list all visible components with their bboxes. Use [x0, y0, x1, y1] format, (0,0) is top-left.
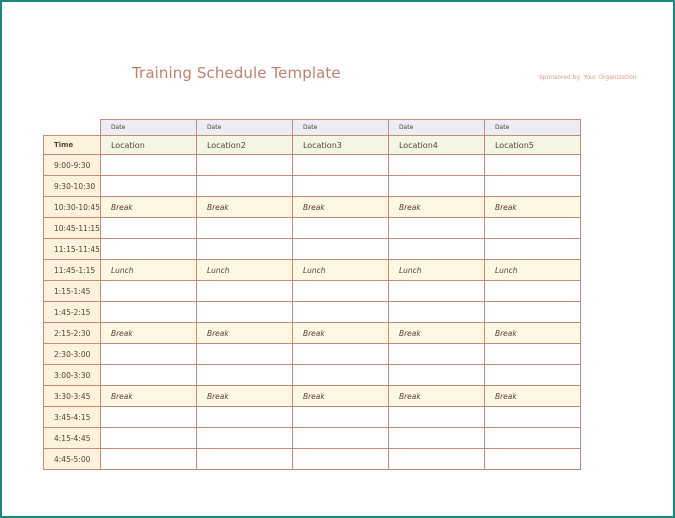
time-slot-cell: 11:15-11:45 — [44, 239, 101, 260]
schedule-cell[interactable] — [484, 449, 580, 470]
time-slot-cell: 1:15-1:45 — [44, 281, 101, 302]
table-row — [44, 302, 581, 323]
schedule-cell[interactable] — [484, 344, 580, 365]
time-slot-cell: 4:45-5:00 — [44, 449, 101, 470]
table-row — [44, 218, 581, 239]
time-slot-cell: 2:15-2:30 — [44, 323, 101, 344]
location-header-1[interactable]: Location — [100, 136, 196, 155]
schedule-cell[interactable] — [388, 407, 484, 428]
page-title: Training Schedule Template — [132, 64, 341, 82]
table-row — [44, 407, 581, 428]
schedule-cell[interactable] — [388, 281, 484, 302]
schedule-cell[interactable] — [292, 302, 388, 323]
schedule-cell[interactable] — [484, 155, 580, 176]
schedule-cell[interactable] — [292, 428, 388, 449]
event-cell[interactable]: Lunch — [292, 260, 388, 281]
location-header-4[interactable]: Location4 — [388, 136, 484, 155]
schedule-cell[interactable] — [292, 218, 388, 239]
event-cell[interactable]: Lunch — [196, 260, 292, 281]
event-cell[interactable]: Break — [292, 386, 388, 407]
table-row — [44, 449, 581, 470]
schedule-cell[interactable] — [484, 407, 580, 428]
table-row — [44, 344, 581, 365]
schedule-cell[interactable] — [100, 176, 196, 197]
schedule-cell[interactable] — [196, 218, 292, 239]
event-cell[interactable]: Break — [100, 386, 196, 407]
time-header: Time — [44, 136, 101, 155]
table-row — [44, 239, 581, 260]
schedule-cell[interactable] — [292, 239, 388, 260]
table-row — [44, 197, 581, 218]
event-cell[interactable]: Break — [388, 197, 484, 218]
location-header-3[interactable]: Location3 — [292, 136, 388, 155]
schedule-cell[interactable] — [484, 176, 580, 197]
table-row — [44, 386, 581, 407]
event-cell[interactable]: Break — [484, 197, 580, 218]
event-cell[interactable]: Break — [484, 386, 580, 407]
date-row — [44, 120, 581, 136]
location-row — [44, 136, 581, 155]
table-row — [44, 323, 581, 344]
schedule-cell[interactable] — [196, 365, 292, 386]
date-cell-5[interactable]: Date — [484, 120, 580, 136]
schedule-cell[interactable] — [388, 176, 484, 197]
sponsor-text: Sponsored by: Your Organization — [539, 74, 637, 81]
time-slot-cell: 3:30-3:45 — [44, 386, 101, 407]
event-cell[interactable]: Break — [388, 323, 484, 344]
event-cell[interactable]: Break — [100, 197, 196, 218]
time-slot-cell: 3:45-4:15 — [44, 407, 101, 428]
time-slot-cell: 3:00-3:30 — [44, 365, 101, 386]
event-cell[interactable]: Break — [292, 197, 388, 218]
event-cell[interactable]: Break — [100, 323, 196, 344]
schedule-cell[interactable] — [100, 449, 196, 470]
time-slot-cell: 10:45-11:15 — [44, 218, 101, 239]
schedule-cell[interactable] — [100, 239, 196, 260]
time-slot-cell: 2:30-3:00 — [44, 344, 101, 365]
schedule-cell[interactable] — [196, 155, 292, 176]
schedule-cell[interactable] — [484, 428, 580, 449]
schedule-cell[interactable] — [292, 281, 388, 302]
schedule-cell[interactable] — [100, 218, 196, 239]
schedule-cell[interactable] — [196, 407, 292, 428]
location-header-2[interactable]: Location2 — [196, 136, 292, 155]
table-row — [44, 365, 581, 386]
schedule-cell[interactable] — [292, 344, 388, 365]
schedule-cell[interactable] — [292, 365, 388, 386]
corner-cell — [44, 120, 101, 136]
schedule-cell[interactable] — [292, 155, 388, 176]
schedule-cell[interactable] — [388, 218, 484, 239]
time-slot-cell: 10:30-10:45 — [44, 197, 101, 218]
event-cell[interactable]: Break — [388, 386, 484, 407]
time-slot-cell: 1:45-2:15 — [44, 302, 101, 323]
schedule-cell[interactable] — [292, 449, 388, 470]
schedule-cell[interactable] — [100, 344, 196, 365]
schedule-cell[interactable] — [196, 281, 292, 302]
schedule-cell[interactable] — [388, 239, 484, 260]
schedule-cell[interactable] — [484, 218, 580, 239]
event-cell[interactable]: Break — [484, 323, 580, 344]
time-slot-cell: 9:30-10:30 — [44, 176, 101, 197]
table-row — [44, 176, 581, 197]
schedule-cell[interactable] — [484, 239, 580, 260]
schedule-cell[interactable] — [196, 239, 292, 260]
date-cell-1[interactable]: Date — [100, 120, 196, 136]
date-cell-4[interactable]: Date — [388, 120, 484, 136]
schedule-cell[interactable] — [196, 302, 292, 323]
event-cell[interactable]: Break — [196, 197, 292, 218]
schedule-cell[interactable] — [196, 176, 292, 197]
schedule-cell[interactable] — [388, 449, 484, 470]
time-slot-cell: 9:00-9:30 — [44, 155, 101, 176]
event-cell[interactable]: Break — [292, 323, 388, 344]
schedule-cell[interactable] — [100, 155, 196, 176]
table-row — [44, 260, 581, 281]
event-cell[interactable]: Lunch — [100, 260, 196, 281]
event-cell[interactable]: Break — [196, 386, 292, 407]
date-cell-3[interactable]: Date — [292, 120, 388, 136]
event-cell[interactable]: Break — [196, 323, 292, 344]
event-cell[interactable]: Lunch — [388, 260, 484, 281]
schedule-cell[interactable] — [388, 428, 484, 449]
schedule-cell[interactable] — [196, 428, 292, 449]
schedule-cell[interactable] — [292, 176, 388, 197]
time-slot-cell: 11:45-1:15 — [44, 260, 101, 281]
time-slot-cell: 4:15-4:45 — [44, 428, 101, 449]
schedule-cell[interactable] — [388, 344, 484, 365]
schedule-cell[interactable] — [388, 365, 484, 386]
schedule-cell[interactable] — [100, 302, 196, 323]
event-cell[interactable]: Lunch — [484, 260, 580, 281]
table-row — [44, 281, 581, 302]
schedule-cell[interactable] — [484, 365, 580, 386]
schedule-cell[interactable] — [100, 365, 196, 386]
location-header-5[interactable]: Location5 — [484, 136, 580, 155]
schedule-cell[interactable] — [484, 281, 580, 302]
schedule-cell[interactable] — [196, 344, 292, 365]
schedule-cell[interactable] — [388, 302, 484, 323]
date-cell-2[interactable]: Date — [196, 120, 292, 136]
schedule-cell[interactable] — [388, 155, 484, 176]
table-row — [44, 155, 581, 176]
schedule-cell[interactable] — [100, 281, 196, 302]
schedule-table — [43, 119, 581, 470]
table-row — [44, 428, 581, 449]
schedule-cell[interactable] — [100, 407, 196, 428]
schedule-cell[interactable] — [292, 407, 388, 428]
schedule-cell[interactable] — [196, 449, 292, 470]
schedule-cell[interactable] — [484, 302, 580, 323]
schedule-cell[interactable] — [100, 428, 196, 449]
